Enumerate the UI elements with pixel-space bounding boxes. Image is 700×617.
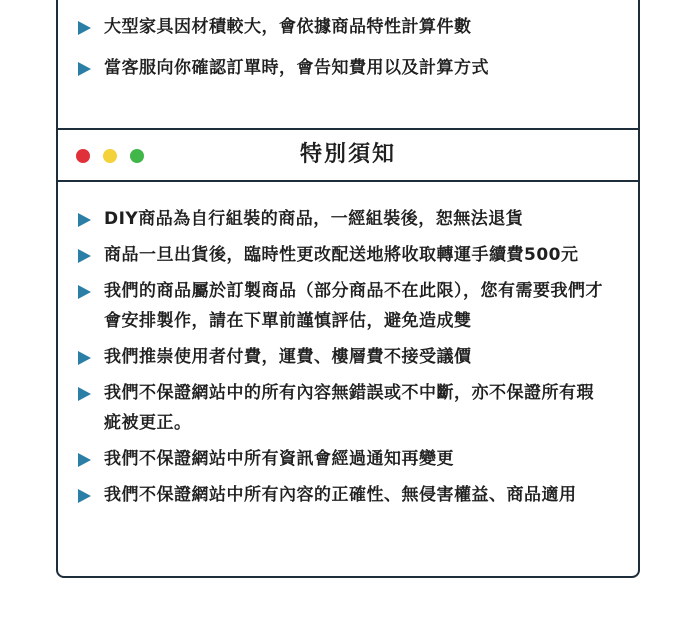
- list-item: [78, 378, 604, 438]
- list-item: [78, 53, 638, 83]
- list-item: [78, 240, 638, 270]
- list-item: [78, 480, 638, 510]
- list-item: [78, 204, 638, 234]
- item-text: 我們不保證網站中的所有內容無錯誤或不中斷，亦不保證所有瑕疵被更正。: [104, 383, 594, 433]
- item-text: 我們不保證網站中所有內容的正確性、無侵害權益、商品適用: [104, 485, 577, 505]
- special-notice-list: [78, 204, 638, 516]
- triangle-bullet-icon: [78, 21, 91, 35]
- shipping-notes-list: [78, 12, 638, 83]
- triangle-bullet-icon: [78, 387, 91, 401]
- item-text: 商品一旦出貨後，臨時性更改配送地將收取轉運手續費500元: [104, 245, 579, 265]
- section-title: 特別須知: [299, 142, 396, 167]
- triangle-bullet-icon: [78, 453, 91, 467]
- triangle-bullet-icon: [78, 213, 91, 227]
- triangle-bullet-icon: [78, 285, 91, 299]
- list-item: [78, 444, 638, 474]
- item-text: 當客服向你確認訂單時，會告知費用以及計算方式: [104, 58, 489, 78]
- triangle-bullet-icon: [78, 62, 91, 76]
- item-text: 我們的商品屬於訂製商品（部分商品不在此限），您有需要我們才會安排製作，請在下單前謹慎評估，避免造成雙: [104, 281, 603, 331]
- triangle-bullet-icon: [78, 249, 91, 263]
- item-text: 我們不保證網站中所有資訊會經過通知再變更: [104, 449, 454, 469]
- item-text: 我們推崇使用者付費，運費、樓層費不接受議價: [104, 347, 472, 367]
- triangle-bullet-icon: [78, 489, 91, 503]
- list-item: [78, 12, 524, 42]
- triangle-bullet-icon: [78, 351, 91, 365]
- item-text: DIY商品為自行組裝的商品，一經組裝後，恕無法退貨: [104, 209, 524, 229]
- item-text: 大型家具因材積較大，會依據商品特性計算件數: [104, 17, 472, 37]
- section-title-bar: [56, 128, 640, 182]
- list-item: [78, 342, 524, 372]
- list-item: [78, 276, 604, 336]
